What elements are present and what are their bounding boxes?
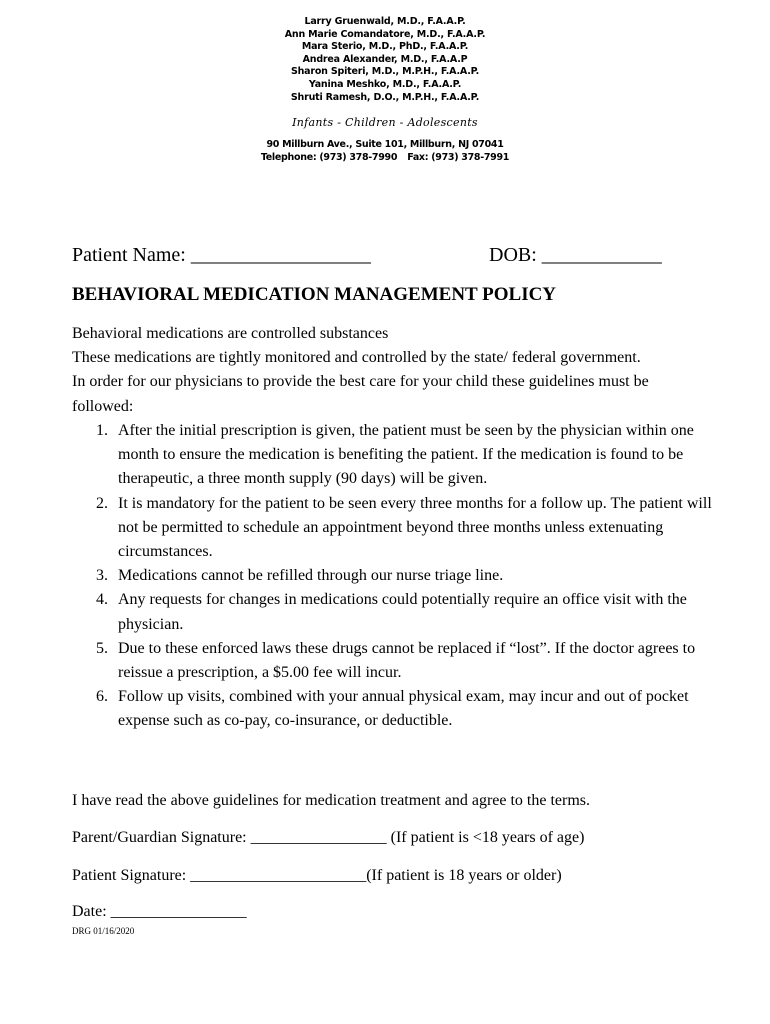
- acknowledgement-statement: I have read the above guidelines for medication treatment and agree to the terms.: [72, 792, 591, 809]
- policy-rule: [72, 419, 712, 492]
- doctor-name: Mara Sterio, M.D., PhD., F.A.A.P.: [301, 41, 469, 53]
- rule-text: Medications cannot be refilled through our nurse triage line.: [118, 567, 504, 585]
- rule-text: Any requests for changes in medications could potentially require an office visit with the physician.: [118, 591, 687, 633]
- policy-rule: [72, 564, 712, 588]
- intro-line: In order for our physicians to provide the best care for your child these guidelines must be followed:: [72, 373, 649, 415]
- doctor-name: Ann Marie Comandatore, M.D., F.A.A.P.: [284, 28, 486, 40]
- parent-signature-field[interactable]: Parent/Guardian Signature: _________________ (If patient is <18 years of age): [72, 829, 585, 846]
- rule-number: 4.: [96, 591, 108, 609]
- telephone-number: Telephone: (973) 378-7990: [260, 151, 398, 163]
- policy-rule: [72, 685, 712, 733]
- date-field[interactable]: Date: _________________: [72, 903, 247, 920]
- fax-number: Fax: (973) 378-7991: [407, 151, 510, 163]
- patient-signature-field[interactable]: Patient Signature: ______________________(If patient is 18 years or older): [72, 867, 562, 884]
- rule-number: 1.: [96, 422, 108, 439]
- dob-field[interactable]: DOB: ____________: [489, 244, 662, 266]
- rule-text: After the initial prescription is given, the patient must be seen by the physician within one month to ensure the medication is benefiting the patient. If the medication is found to be therapeutic, a three month supply (90 days) will be given.: [118, 422, 694, 488]
- doctor-name: Larry Gruenwald, M.D., F.A.A.P.: [304, 16, 466, 27]
- doctor-name: Yanina Meshko, M.D., F.A.A.P.: [308, 78, 462, 90]
- intro-line: These medications are tightly monitored and controlled by the state/ federal government.: [72, 349, 641, 367]
- patient-name-field[interactable]: Patient Name: __________________: [72, 244, 371, 266]
- policy-rule: [72, 637, 712, 685]
- doctor-name: Andrea Alexander, M.D., F.A.A.P: [302, 53, 468, 65]
- doctor-name: Shruti Ramesh, D.O., M.P.H., F.A.A.P.: [290, 91, 480, 103]
- practice-tagline: Infants - Children - Adolescents: [292, 116, 478, 130]
- policy-rule: [72, 492, 712, 565]
- practice-address: 90 Millburn Ave., Suite 101, Millburn, NJ 07041: [266, 139, 504, 151]
- policy-intro: [72, 322, 712, 419]
- policy-rules-list: [72, 419, 712, 734]
- rule-number: 5.: [96, 639, 108, 657]
- rule-text: It is mandatory for the patient to be seen every three months for a follow up. The patient will not be permitted to schedule an appointment beyond three months unless extenuating circumstances.: [118, 494, 712, 561]
- policy-rule: [72, 588, 712, 636]
- rule-number: 2.: [96, 494, 108, 512]
- policy-title: BEHAVIORAL MEDICATION MANAGEMENT POLICY: [72, 284, 557, 305]
- rule-text: Due to these enforced laws these drugs cannot be replaced if “lost”. If the doctor agrees to reissue a prescription, a $5.00 fee will incur.: [118, 639, 696, 682]
- rule-number: 6.: [96, 688, 108, 706]
- patient-info-row: [72, 244, 712, 270]
- contact-block: [0, 139, 770, 164]
- rule-text: Follow up visits, combined with your annual physical exam, may incur and out of pocket expense such as co-pay, co-insurance, or deductible.: [118, 688, 689, 730]
- doctor-name: Sharon Spiteri, M.D., M.P.H., F.A.A.P.: [290, 66, 480, 78]
- phone-fax-line: [0, 152, 770, 165]
- intro-line: Behavioral medications are controlled substances: [72, 325, 389, 342]
- form-revision-code: DRG 01/16/2020: [72, 926, 135, 936]
- rule-number: 3.: [96, 567, 108, 585]
- letterhead: [0, 16, 770, 164]
